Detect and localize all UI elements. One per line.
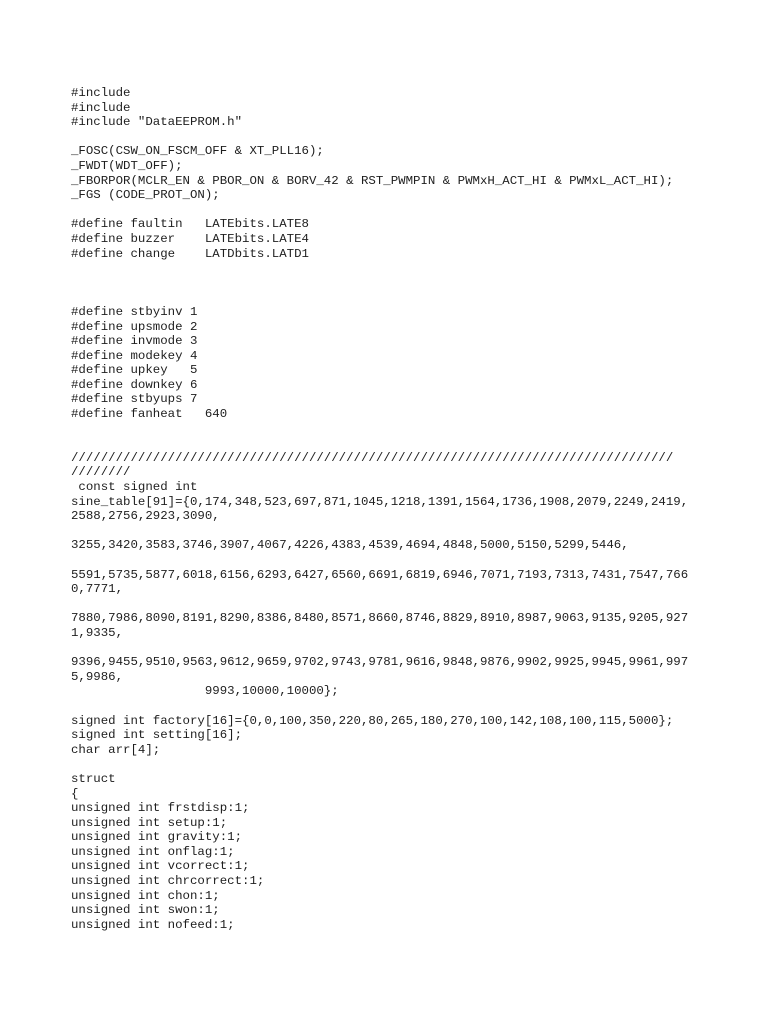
code-line: ///////////////////////////////////////////////////////////////////////////////// <box>71 450 674 465</box>
code-line: char arr[4]; <box>71 742 161 757</box>
code-line: signed int factory[16]={0,0,100,350,220,80,265,180,270,100,142,108,100,115,5000}; <box>71 713 674 728</box>
code-line <box>71 276 711 291</box>
code-line <box>71 641 711 656</box>
code-line <box>71 436 711 451</box>
code-line: #define fanheat 640 <box>71 407 228 422</box>
code-line: signed int setting[16]; <box>71 728 243 743</box>
code-line: 9396,9455,9510,9563,9612,9659,9702,9743,9781,9616,9848,9876,9902,9925,9945,9961,997 <box>71 655 689 670</box>
code-line: #define upkey 5 <box>71 363 198 378</box>
code-line: unsigned int setup:1; <box>71 815 228 830</box>
code-line: 7880,7986,8090,8191,8290,8386,8480,8571,8660,8746,8829,8910,8987,9063,9135,9205,927 <box>71 611 689 626</box>
code-line <box>71 553 711 568</box>
code-line: 5,9986, <box>71 669 124 684</box>
code-line: 1,9335, <box>71 625 124 640</box>
code-line: _FGS (CODE_PROT_ON); <box>71 188 220 203</box>
code-line: 9993,10000,10000}; <box>71 684 339 699</box>
code-line: _FBORPOR(MCLR_EN & PBOR_ON & BORV_42 & RST_PWMPIN & PWMxH_ACT_HI & PWMxL_ACT_HI); <box>71 173 674 188</box>
code-line: unsigned int nofeed:1; <box>71 917 235 932</box>
code-line: const signed int <box>71 480 198 495</box>
code-line: unsigned int chrcorrect:1; <box>71 874 265 889</box>
code-line: #define change LATDbits.LATD1 <box>71 246 309 261</box>
code-line: #define stbyinv 1 <box>71 304 198 319</box>
code-line <box>71 524 711 539</box>
code-line: #define stbyups 7 <box>71 392 198 407</box>
code-line: _FOSC(CSW_ON_FSCM_OFF & XT_PLL16); <box>71 144 324 159</box>
code-line: unsigned int gravity:1; <box>71 830 243 845</box>
code-line <box>71 699 711 714</box>
code-line: unsigned int swon:1; <box>71 903 220 918</box>
code-line <box>71 130 711 145</box>
code-line: #define upsmode 2 <box>71 319 198 334</box>
code-line: unsigned int frstdisp:1; <box>71 801 250 816</box>
code-line: #include <box>71 100 131 115</box>
code-line <box>71 203 711 218</box>
code-line <box>71 290 711 305</box>
code-line: #define downkey 6 <box>71 377 198 392</box>
code-line: _FWDT(WDT_OFF); <box>71 158 183 173</box>
code-line: 0,7771, <box>71 582 124 597</box>
code-line: 5591,5735,5877,6018,6156,6293,6427,6560,6691,6819,6946,7071,7193,7313,7431,7547,766 <box>71 567 689 582</box>
code-line: unsigned int vcorrect:1; <box>71 859 250 874</box>
code-line: { <box>71 786 79 801</box>
source-code-listing <box>71 86 711 932</box>
code-line: unsigned int chon:1; <box>71 888 220 903</box>
code-line <box>71 261 711 276</box>
code-line: sine_table[91]={0,174,348,523,697,871,1045,1218,1391,1564,1736,1908,2079,2249,2419, <box>71 494 689 509</box>
code-line <box>71 422 711 437</box>
code-line <box>71 597 711 612</box>
code-line: struct <box>71 771 116 786</box>
code-line: 2588,2756,2923,3090, <box>71 509 220 524</box>
code-line: #include <box>71 86 131 100</box>
code-line: #define invmode 3 <box>71 334 198 349</box>
code-line: //////// <box>71 465 131 480</box>
code-line <box>71 757 711 772</box>
code-line: #define modekey 4 <box>71 348 198 363</box>
code-line: 3255,3420,3583,3746,3907,4067,4226,4383,4539,4694,4848,5000,5150,5299,5446, <box>71 538 629 553</box>
code-line: #include "DataEEPROM.h" <box>71 115 243 130</box>
code-line: #define faultin LATEbits.LATE8 <box>71 217 309 232</box>
code-line: unsigned int onflag:1; <box>71 844 235 859</box>
code-line: #define buzzer LATEbits.LATE4 <box>71 231 309 246</box>
